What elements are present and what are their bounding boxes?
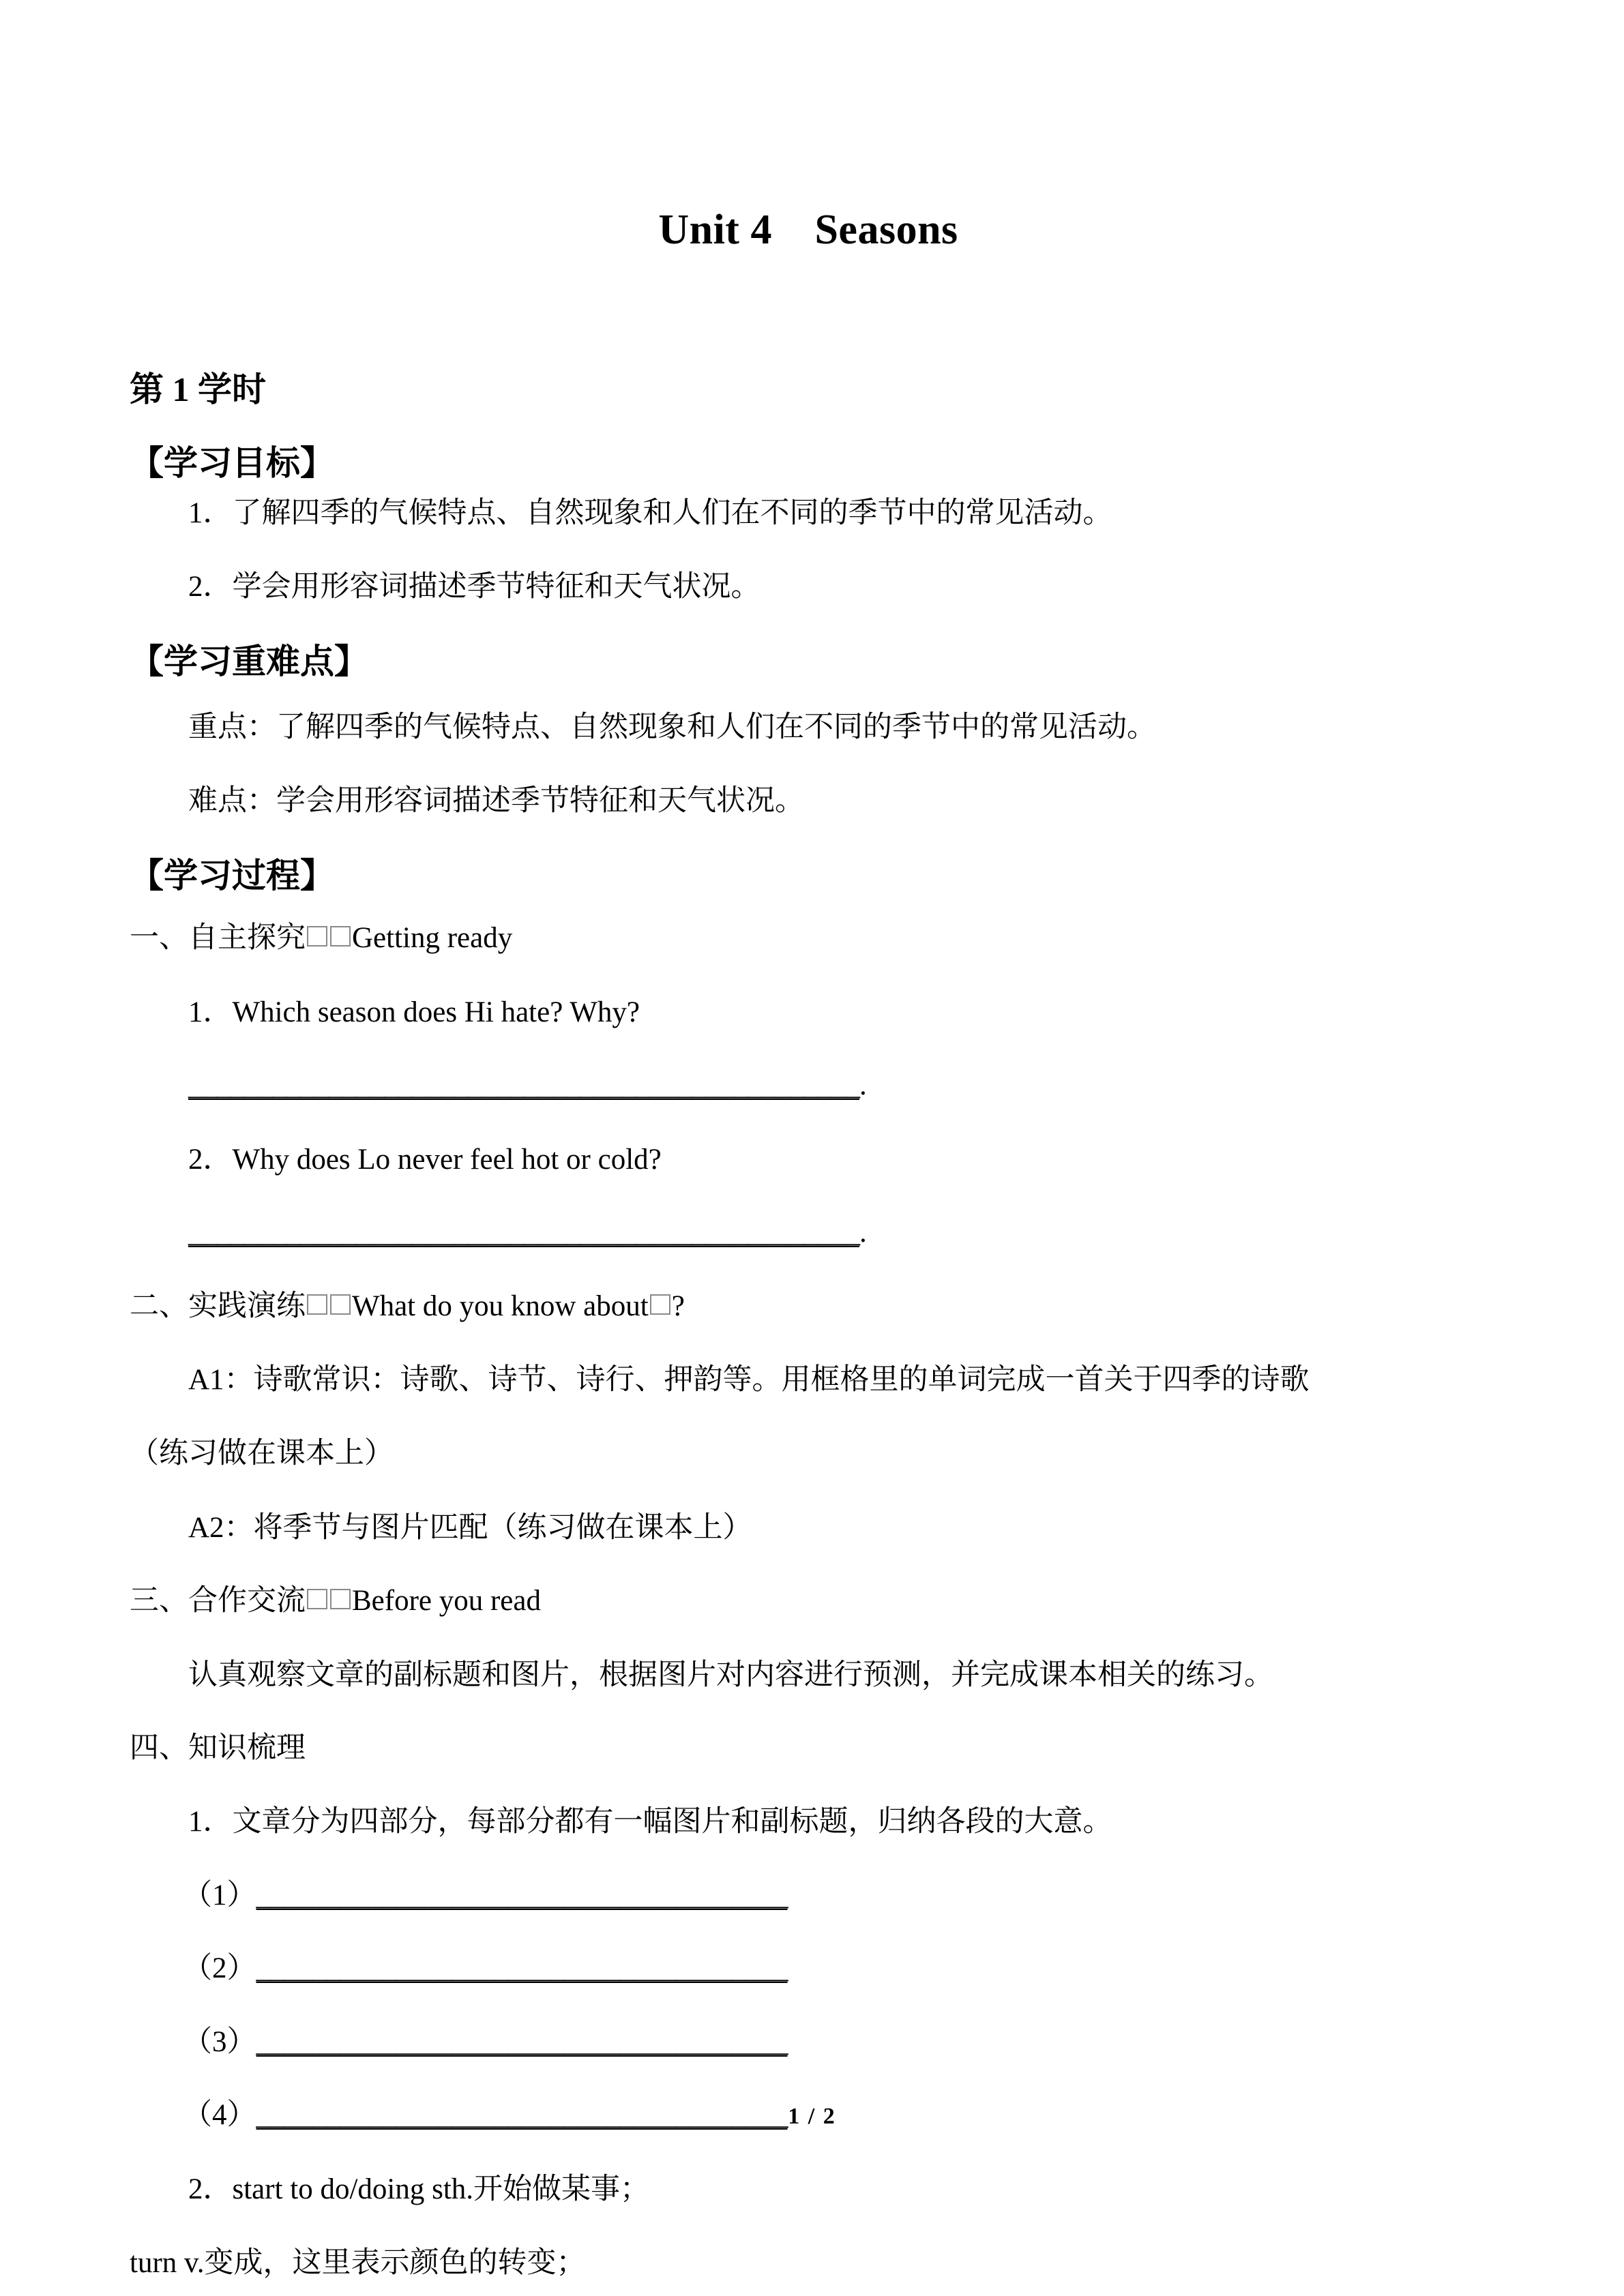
numbered-blank [130, 1947, 1487, 1991]
lesson-heading: 第 1 学时 [130, 370, 266, 409]
a1-continuation: （练习做在课本上） [130, 1437, 394, 1470]
missing-glyph-icon [330, 1589, 351, 1609]
page-number: 1 / 2 [788, 2104, 836, 2129]
section-three-text: 认真观察文章的副标题和图片，根据图片对内容进行预测，并完成课本相关的练习。 [188, 1658, 1273, 1691]
section-two-label-en-tail: ? [671, 1289, 685, 1322]
missing-glyph-icon [307, 1589, 327, 1609]
answer-rule[interactable]: ________________________________________________ [188, 1217, 859, 1249]
key-point-item: 重点：了解四季的气候特点、自然现象和人们在不同的季节中的常见活动。 [188, 711, 1156, 744]
answer-terminator: . [859, 1069, 867, 1102]
missing-glyph-icon [330, 926, 351, 946]
page-title: Unit 4 Seasons [658, 207, 958, 253]
numbered-blank-rule[interactable]: ______________________________________ [256, 2025, 788, 2058]
missing-glyph-icon [307, 926, 327, 946]
answer-blank [130, 1064, 1487, 1108]
numbered-blank-label: （2） [183, 1952, 256, 1985]
numbered-blank-rule[interactable]: ______________________________________ [256, 2099, 788, 2132]
section-four-item-3: turn v.变成，这里表示颜色的转变； [130, 2247, 586, 2280]
numbered-blank-label: （4） [183, 2099, 256, 2132]
question-item: 1．Which season does Hi hate? Why? [188, 996, 640, 1028]
heading-key-points: 【学习重难点】 [130, 642, 368, 681]
objective-item: 1．了解四季的气候特点、自然现象和人们在不同的季节中的常见活动。 [188, 496, 1112, 529]
numbered-blank-rule[interactable]: ______________________________________ [256, 1952, 788, 1985]
question-item: 2．Why does Lo never feel hot or cold? [188, 1143, 662, 1176]
section-four-item-1: 1．文章分为四部分，每部分都有一幅图片和副标题，归纳各段的大意。 [188, 1806, 1112, 1838]
numbered-blank-label: （1） [183, 1879, 256, 1911]
section-two-label-en: What do you know about [352, 1289, 649, 1322]
heading-process: 【学习过程】 [130, 856, 334, 895]
missing-glyph-icon [307, 1294, 327, 1315]
key-point-item: 难点：学会用形容词描述季节特征和天气状况。 [188, 785, 804, 818]
section-three-label-cn: 三、合作交流 [130, 1585, 306, 1617]
numbered-blank-rule[interactable]: ______________________________________ [256, 1879, 788, 1911]
answer-rule[interactable]: ________________________________________________ [188, 1069, 859, 1102]
a1-line: A1：诗歌常识：诗歌、诗节、诗行、押韵等。用框格里的单词完成一首关于四季的诗歌 [188, 1364, 1310, 1397]
section-one-heading [130, 916, 1487, 961]
section-four-item-2: 2．start to do/doing sth.开始做某事； [188, 2173, 650, 2205]
document-body [130, 0, 1487, 2296]
numbered-blank [130, 1874, 1487, 1918]
missing-glyph-icon [650, 1294, 670, 1315]
section-two-heading [130, 1285, 1487, 1329]
answer-terminator: . [859, 1217, 867, 1249]
a2-line: A2：将季节与图片匹配（练习做在课本上） [188, 1511, 752, 1544]
numbered-blank-label: （3） [183, 2025, 256, 2058]
heading-objectives: 【学习目标】 [130, 444, 334, 483]
missing-glyph-icon [330, 1294, 351, 1315]
section-three-label-en: Before you read [352, 1585, 541, 1617]
objective-item: 2．学会用形容词描述季节特征和天气状况。 [188, 571, 761, 603]
section-three-heading [130, 1579, 1487, 1624]
section-two-label-cn: 二、实践演练 [130, 1289, 306, 1322]
numbered-blank [130, 2021, 1487, 2065]
section-one-label-cn: 一、自主探究 [130, 922, 306, 955]
section-four-heading: 四、知识梳理 [130, 1731, 306, 1764]
section-one-label-en: Getting ready [352, 922, 513, 955]
answer-blank [130, 1211, 1487, 1255]
